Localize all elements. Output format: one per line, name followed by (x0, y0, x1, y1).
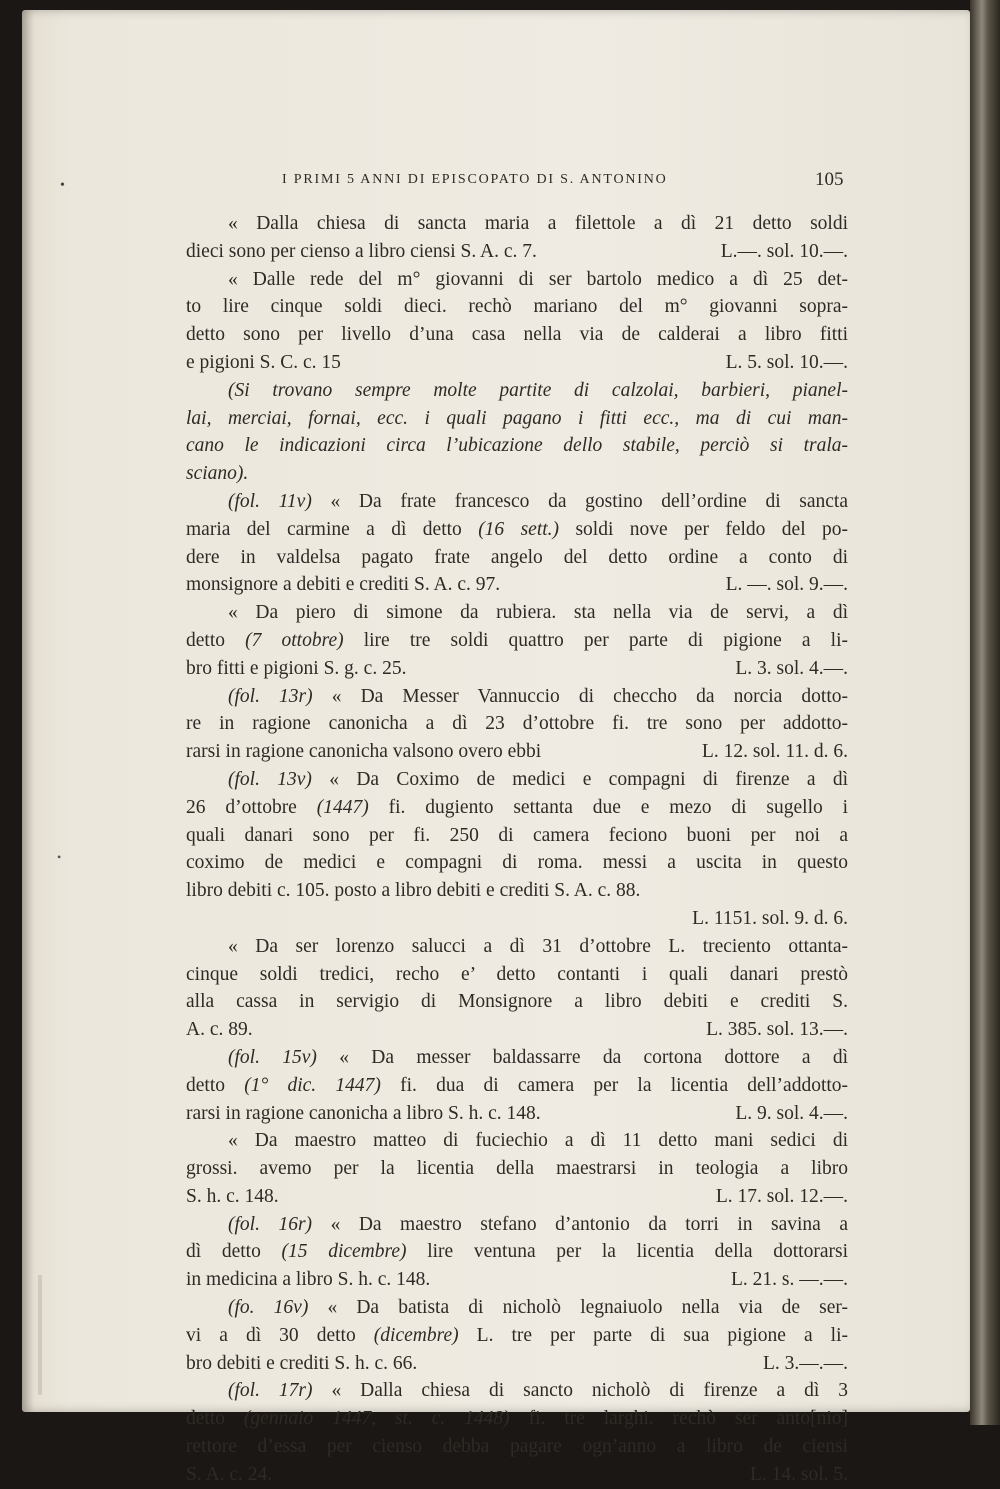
line-text: detto sono per livello d’una casa nella via de calderai a libro fitti (186, 324, 848, 346)
text-line (186, 1377, 848, 1405)
line-text: « Dalla chiesa di sancto nicholò di firenze a dì 3 (331, 1380, 848, 1402)
line-text: bro debiti e crediti S. h. c. 66. (186, 1352, 418, 1374)
line-text: rettore d’essa per cienso debba pagare ogn’anno a libro de ciensi (186, 1436, 848, 1458)
text-line (186, 905, 848, 933)
margin-mark: • (60, 178, 65, 193)
text-line (186, 1322, 848, 1350)
line-text: lire ventuna per la licentia della dottorarsi (427, 1241, 848, 1263)
line-text: detto (186, 629, 225, 651)
text-line (186, 933, 848, 961)
line-text: lai, merciai, fornai, ecc. i quali pagano i fitti ecc., ma di cui man- (186, 407, 848, 429)
page-number: 105 (815, 169, 844, 190)
line-text: cinque soldi tredici, recho e’ detto contanti i quali danari prestò (186, 963, 848, 985)
line-text: quali danari sono per fi. 250 di camera feciono buoni per noi a (186, 824, 848, 846)
date-note: (1° dic. 1447) (244, 1074, 381, 1096)
text-line (186, 349, 848, 377)
line-text: « Da messer baldassarre da cortona dottore a dì (339, 1046, 848, 1068)
amount: L. 14. sol. 5. (749, 1463, 848, 1485)
text-line (186, 377, 848, 405)
line-text: dì detto (186, 1241, 261, 1263)
folio-reference: (fol. 11v) (228, 490, 312, 512)
text-line (186, 683, 848, 711)
text-line (186, 238, 848, 266)
line-text: dieci sono per cienso a libro ciensi S. A. c. 7. (186, 240, 537, 262)
text-line (186, 794, 848, 822)
text-line (186, 488, 848, 516)
line-text: rarsi in ragione canonicha valsono overo ebbi (186, 741, 542, 763)
line-text: « Da Coximo de medici e compagni di firenze a dì (329, 768, 848, 790)
running-head-title: I PRIMI 5 ANNI DI EPISCOPATO DI S. ANTONINO (282, 172, 668, 187)
line-text: « Dalle rede del m° giovanni di ser bartolo medico a dì 25 det- (228, 268, 848, 290)
text-line (186, 655, 848, 683)
line-text: « Da maestro matteo di fuciechio a dì 11 detto mani sedici di (228, 1130, 848, 1152)
line-text: detto (186, 1074, 225, 1096)
text-line (186, 877, 848, 905)
folio-reference: (fol. 15v) (228, 1046, 317, 1068)
folio-reference: (fol. 16r) (228, 1213, 313, 1235)
line-text: « Da Messer Vannuccio di checcho da norcia dotto- (331, 685, 848, 707)
line-text: bro fitti e pigioni S. g. c. 25. (186, 657, 407, 679)
scan-page-edge (970, 0, 1000, 1425)
body-text (186, 210, 848, 1489)
folio-reference: (fo. 16v) (228, 1297, 309, 1319)
amount: L. 3. sol. 4.—. (735, 657, 848, 679)
text-line (186, 1155, 848, 1183)
line-text: rarsi in ragione canonicha a libro S. h. c. 148. (186, 1102, 541, 1124)
text-line (186, 210, 848, 238)
text-line (186, 599, 848, 627)
text-line (186, 1016, 848, 1044)
amount: L. —. sol. 9.—. (725, 574, 848, 596)
line-text: cano le indicazioni circa l’ubicazione dello stabile, perciò si trala- (186, 435, 848, 457)
text-line (186, 849, 848, 877)
text-line (186, 1072, 848, 1100)
running-head (22, 170, 970, 194)
text-line (186, 1238, 848, 1266)
spine-shadow (38, 1275, 42, 1395)
line-text: (Si trovano sempre molte partite di calzolai, barbieri, pianel- (228, 379, 848, 401)
text-line (186, 1433, 848, 1461)
text-line (186, 1211, 848, 1239)
line-text: dere in valdelsa pagato frate angelo del detto ordine a conto di (186, 546, 848, 568)
line-text: detto (186, 1408, 225, 1430)
date-note: (15 dicembre) (281, 1241, 407, 1263)
text-line (186, 432, 848, 460)
text-line (186, 516, 848, 544)
line-text: 26 d’ottobre (186, 796, 297, 818)
line-text: coximo de medici e compagni di roma. messi a uscita in questo (186, 852, 848, 874)
line-text: « Da piero di simone da rubiera. sta nella via de servi, a dì (228, 602, 848, 624)
text-line (186, 738, 848, 766)
line-text: fi. dugiento settanta due e mezo di sugello i (388, 796, 849, 818)
line-text: « Da ser lorenzo salucci a dì 31 d’ottobre L. treciento ottanta- (228, 935, 848, 957)
line-text: fi. dua di camera per la licentia dell’addotto- (400, 1074, 849, 1096)
text-line (186, 1100, 848, 1128)
text-line (186, 1127, 848, 1155)
text-line (186, 321, 848, 349)
line-text: « Dalla chiesa di sancta maria a filettole a dì 21 detto soldi (228, 213, 848, 234)
text-line (186, 571, 848, 599)
amount: L. 12. sol. 11. d. 6. (701, 741, 848, 763)
folio-reference: (fol. 17r) (228, 1380, 313, 1402)
date-note: (16 sett.) (478, 518, 560, 540)
line-text: alla cassa in servigio di Monsignore a libro debiti e crediti S. (186, 991, 848, 1013)
line-text: in medicina a libro S. h. c. 148. (186, 1269, 431, 1291)
line-text: libro debiti c. 105. posto a libro debiti e crediti S. A. c. 88. (186, 880, 641, 902)
book-page (22, 10, 970, 1485)
text-line (186, 1461, 848, 1489)
amount: L. 9. sol. 4.—. (735, 1102, 848, 1124)
date-note: (1447) (316, 796, 369, 818)
text-line (186, 822, 848, 850)
date-note: (7 ottobre) (245, 629, 344, 651)
date-note: (dicembre) (373, 1324, 459, 1346)
text-line (186, 1266, 848, 1294)
line-text: grossi. avemo per la licentia della maestrarsi in teologia a libro (186, 1158, 848, 1180)
text-line (186, 293, 848, 321)
line-text: fi. tre larghi. rechò ser anto[nio] (528, 1408, 849, 1430)
date-note: (gennaio 1447, st. c. 1448) (243, 1408, 510, 1430)
line-text: vi a dì 30 detto (186, 1324, 356, 1346)
text-line (186, 1183, 848, 1211)
text-line (186, 710, 848, 738)
text-line (186, 1294, 848, 1322)
amount: L. 1151. sol. 9. d. 6. (692, 907, 848, 929)
line-text: A. c. 89. (186, 1019, 253, 1041)
margin-tick: • (57, 850, 62, 864)
amount: L. 3.—.—. (762, 1352, 848, 1374)
line-text: « Da maestro stefano d’antonio da torri in savina a (330, 1213, 848, 1235)
text-line (186, 766, 848, 794)
line-text: sciano). (186, 463, 249, 485)
line-text: to lire cinque soldi dieci. rechò mariano del m° giovanni sopra- (186, 296, 848, 318)
line-text: lire tre soldi quattro per parte di pigione a li- (363, 629, 849, 651)
line-text: monsignore a debiti e crediti S. A. c. 97. (186, 574, 501, 596)
amount: L. 21. s. —.—. (731, 1269, 848, 1291)
amount: L.—. sol. 10.—. (720, 240, 848, 262)
text-line (186, 405, 848, 433)
text-line (186, 627, 848, 655)
line-text: e pigioni S. C. c. 15 (186, 351, 341, 373)
amount: L. 5. sol. 10.—. (725, 351, 848, 373)
folio-reference: (fol. 13v) (228, 768, 312, 790)
folio-reference: (fol. 13r) (228, 685, 313, 707)
line-text: « Da frate francesco da gostino dell’ordine di sancta (330, 490, 849, 512)
text-line (186, 1350, 848, 1378)
text-line (186, 988, 848, 1016)
amount: L. 385. sol. 13.—. (706, 1019, 848, 1041)
text-line (186, 961, 848, 989)
line-text: soldi nove per feldo del po- (575, 518, 849, 540)
text-line (186, 266, 848, 294)
line-text: S. A. c. 24. (186, 1463, 273, 1485)
amount: L. 17. sol. 12.—. (715, 1185, 848, 1207)
line-text: maria del carmine a dì detto (186, 518, 462, 540)
line-text: re in ragione canonicha a dì 23 d’ottobre fi. tre sono per addotto- (186, 713, 848, 735)
text-line (186, 460, 848, 488)
text-line (186, 544, 848, 572)
line-text: L. tre per parte di sua pigione a li- (476, 1324, 849, 1346)
text-line (186, 1044, 848, 1072)
text-line (186, 1405, 848, 1433)
line-text: « Da batista di nicholò legnaiuolo nella via de ser- (327, 1297, 849, 1319)
line-text: S. h. c. 148. (186, 1185, 279, 1207)
